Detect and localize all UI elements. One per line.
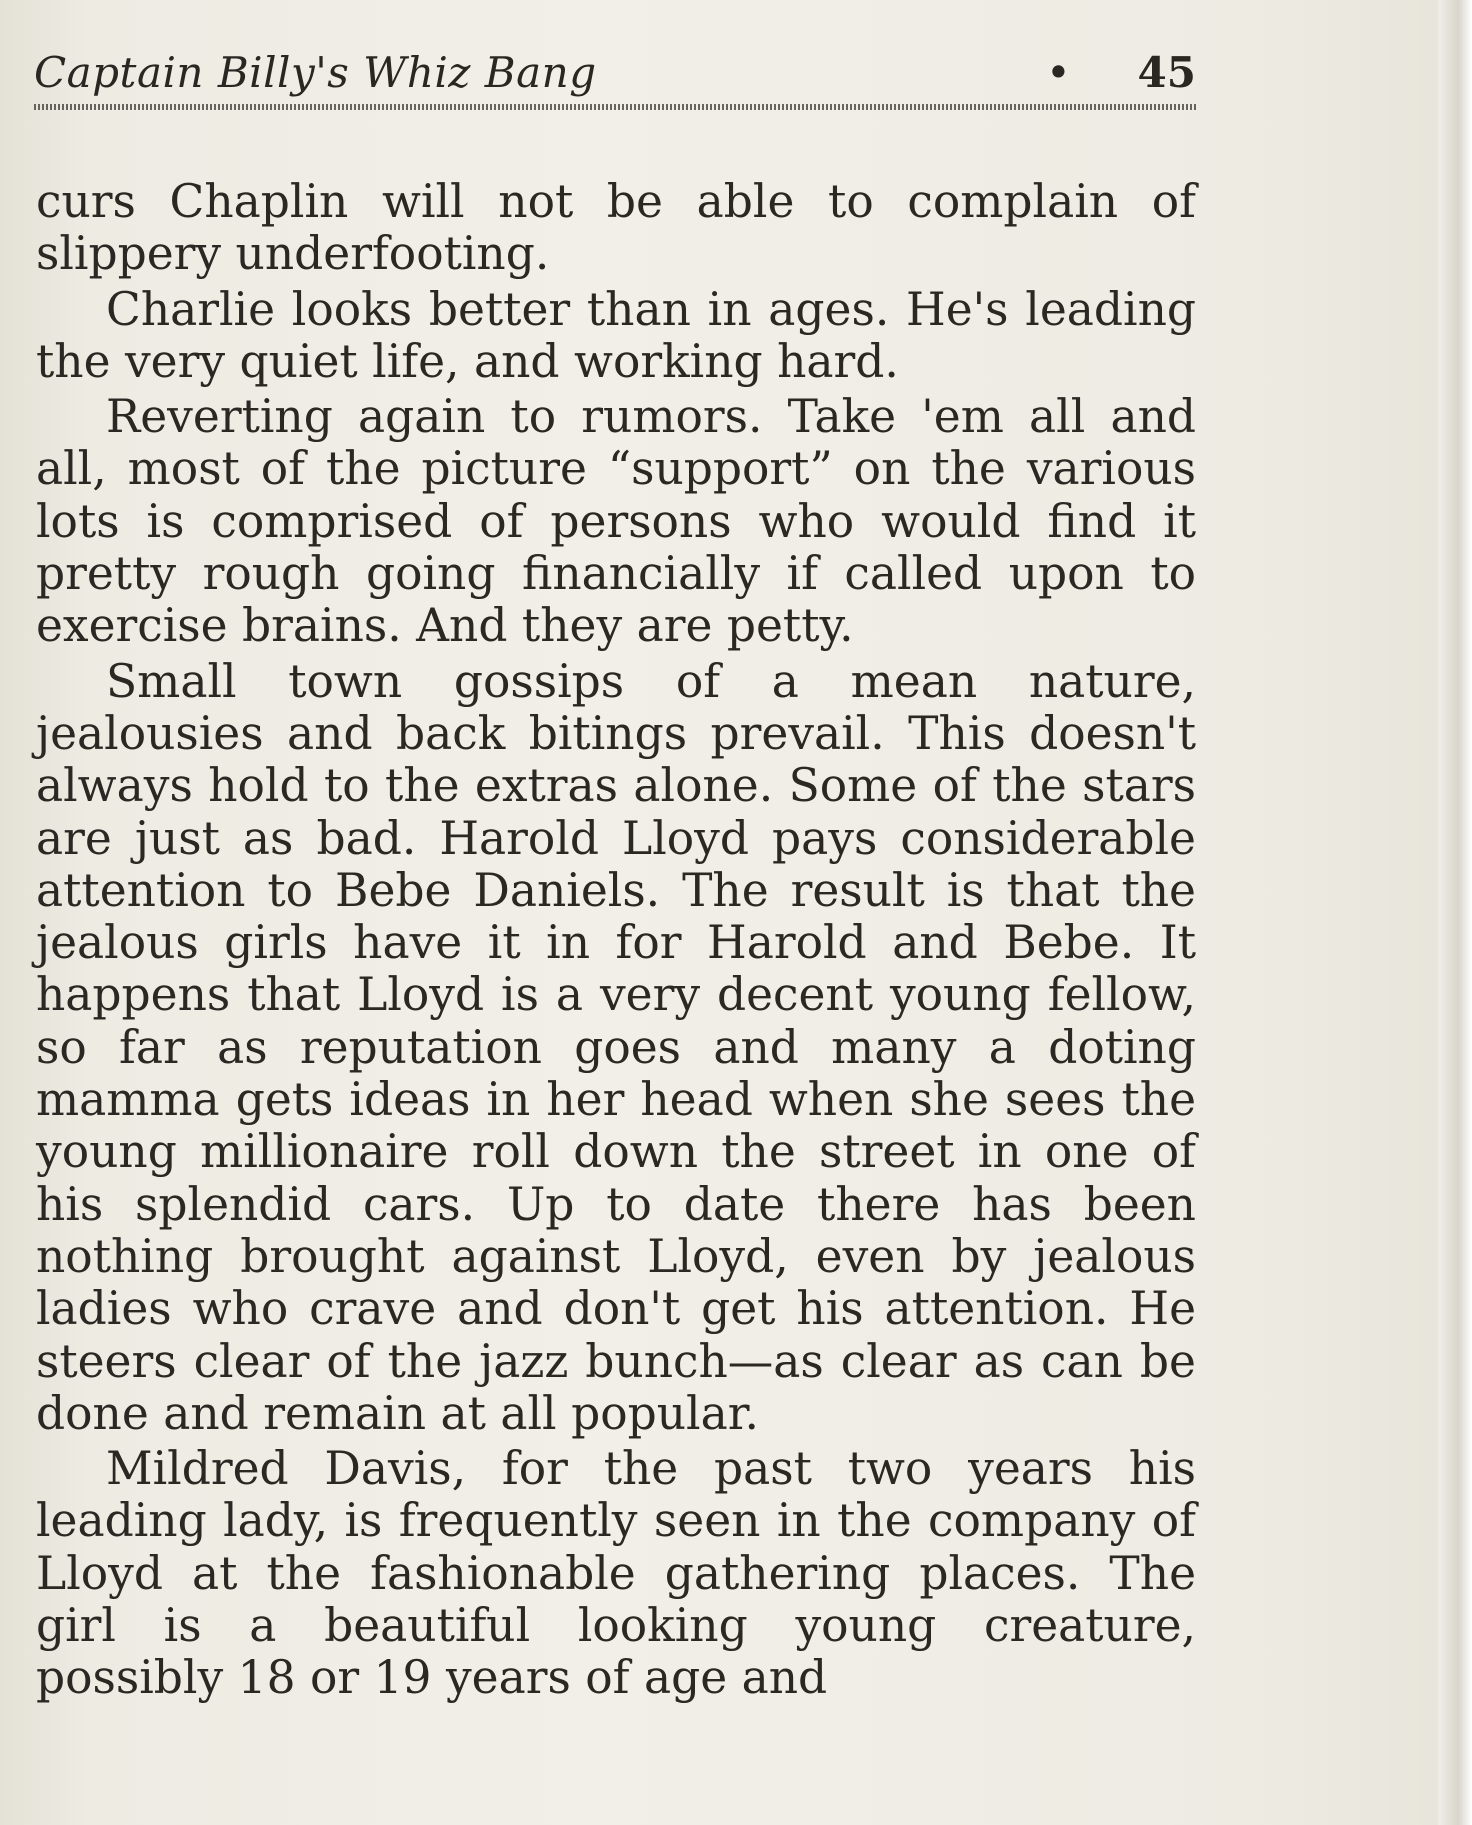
article-body bbox=[36, 176, 1196, 1708]
paragraph-continuation: curs Chaplin will not be able to complain of slippery underfooting. bbox=[36, 175, 1196, 281]
paragraph-charlie: Charlie looks better than in ages. He's leading the very quiet life, and working hard. bbox=[36, 282, 1196, 388]
header-rule bbox=[34, 104, 1196, 110]
paragraph-gossips: Small town gossips of a mean nature, jealousies and back bitings prevail. This doesn't always hold to the extras alone. Some of the stars are just as bad. Harold Lloyd pays considerable attention to Bebe Daniels. The result is that the jealous girls have it in for Harold and Bebe. It happens that Lloyd is a very decent young fellow, so far as reputation goes and many a doting mamma gets ideas in her head when she sees the young millionaire roll down the street in one of his splendid cars. Up to date there has been nothing brought against Lloyd, even by jealous ladies who crave and don't get his attention. He steers clear of the jazz bunch—as clear as can be done and remain at all popular. bbox=[36, 654, 1196, 1440]
header-bullet: • bbox=[1046, 48, 1071, 97]
paragraph-rumors: Reverting again to rumors. Take 'em all and all, most of the picture “support” on the various lots is comprised of persons who would find it pretty rough going financially if called upon to exercise brains. And they are petty. bbox=[36, 390, 1196, 653]
page-header bbox=[34, 48, 1196, 108]
paragraph-mildred-davis: Mildred Davis, for the past two years his leading lady, is frequently seen in the company of Lloyd at the fashionable gathering places. The girl is a beautiful looking young creature, possibly 18 or 19 years of age and bbox=[36, 1442, 1196, 1705]
page-number: 45 bbox=[1137, 48, 1196, 97]
running-title: Captain Billy's Whiz Bang bbox=[34, 48, 597, 97]
page-edge-shadow bbox=[1438, 0, 1472, 1825]
